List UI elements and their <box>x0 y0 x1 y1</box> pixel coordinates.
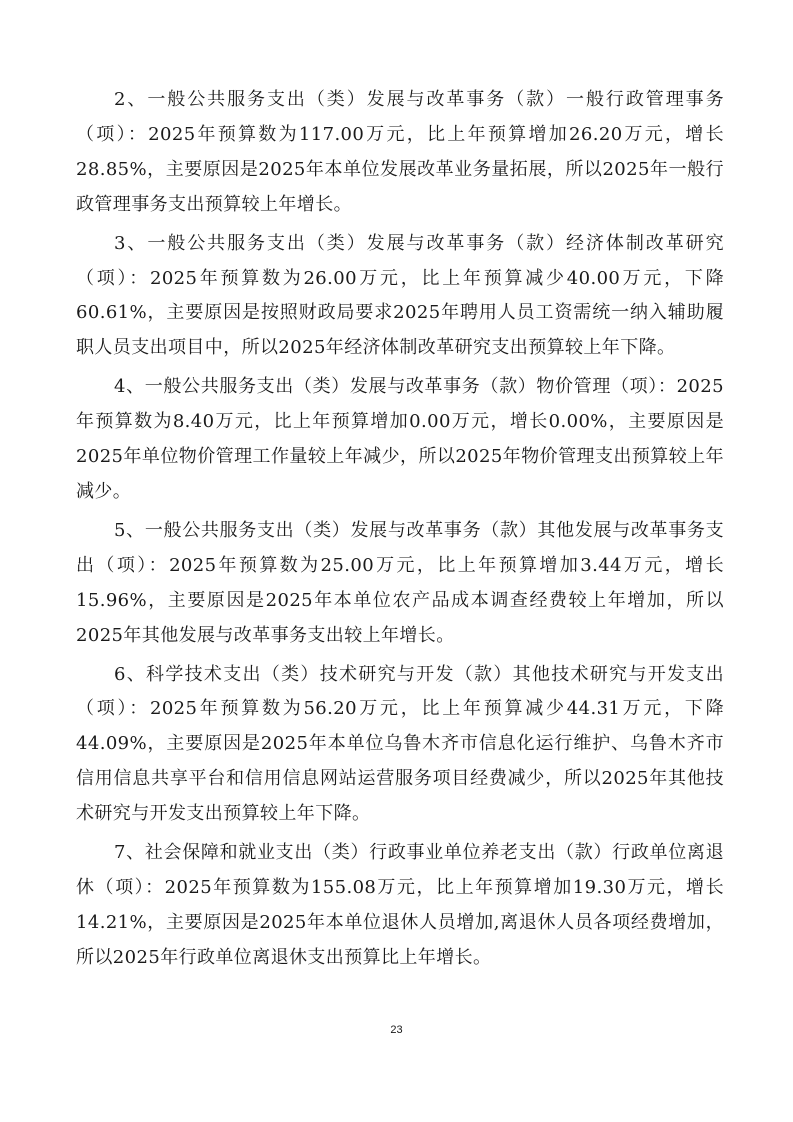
paragraph-item-5: 5、一般公共服务支出（类）发展与改革事务（款）其他发展与改革事务支出（项）：2025年预算数为25.00万元，比上年预算增加3.44万元，增长15.96%，主要原因是2025年本单位农产品成本调查经费较上年增加，所以2025年其他发展与改革事务支出较上年增长。 <box>76 519 724 646</box>
page-number: 23 <box>390 1024 403 1036</box>
document-body <box>76 83 724 980</box>
paragraph-item-4: 4、一般公共服务支出（类）发展与改革事务（款）物价管理（项）：2025年预算数为8.40万元，比上年预算增加0.00万元，增长0.00%，主要原因是2025年单位物价管理工作量较上年减少，所以2025年物价管理支出预算较上年减少。 <box>76 376 724 502</box>
paragraph-item-2: 2、一般公共服务支出（类）发展与改革事务（款）一般行政管理事务（项）：2025年预算数为117.00万元，比上年预算增加26.20万元，增长28.85%，主要原因是2025年本单位发展改革业务量拓展，所以2025年一般行政管理事务支出预算较上年增长。 <box>76 89 724 215</box>
paragraph-item-7: 7、社会保障和就业支出（类）行政事业单位养老支出（款）行政单位离退休（项）：2025年预算数为155.08万元，比上年预算增加19.30万元，增长14.21%，主要原因是2025年本单位退休人员增加,离退休人员各项经费增加，所以2025年行政单位离退休支出预算比上年增长。 <box>76 842 724 968</box>
paragraph-item-3: 3、一般公共服务支出（类）发展与改革事务（款）经济体制改革研究（项）：2025年预算数为26.00万元，比上年预算减少40.00万元，下降60.61%，主要原因是按照财政局要求2025年聘用人员工资需统一纳入辅助履职人员支出项目中，所以2025年经济体制改革研究支出预算较上年下降。 <box>76 232 724 359</box>
paragraph-item-6: 6、科学技术支出（类）技术研究与开发（款）其他技术研究与开发支出（项）：2025年预算数为56.20万元，比上年预算减少44.31万元，下降44.09%，主要原因是2025年本单位乌鲁木齐市信息化运行维护、乌鲁木齐市信用信息共享平台和信用信息网站运营服务项目经费减少，所以2025年其他技术研究与开发支出预算较上年下降。 <box>76 663 724 825</box>
